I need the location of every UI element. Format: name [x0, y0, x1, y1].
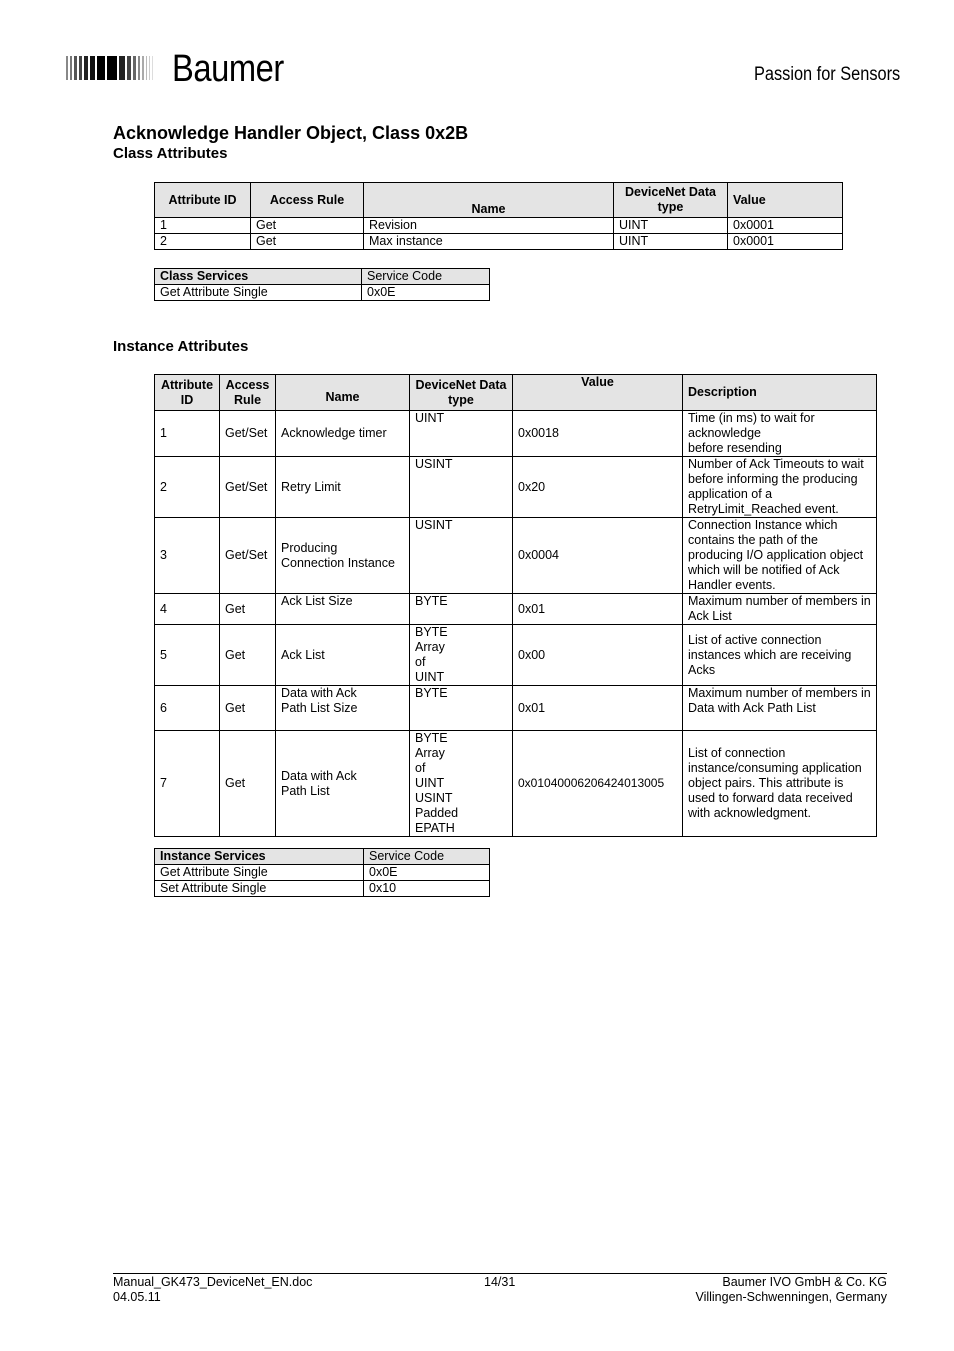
table-cell: 0x00 [513, 625, 683, 686]
column-header: Attribute ID [155, 183, 251, 218]
table-cell: Get Attribute Single [155, 285, 362, 301]
column-header: Name [276, 375, 410, 411]
header-line: DeviceNet Data type [624, 185, 716, 214]
class-services-table [154, 268, 490, 301]
footer-company: Baumer IVO GmbH & Co. KG [722, 1275, 887, 1289]
table-cell: Get [220, 731, 276, 837]
table-cell: 1 [155, 218, 251, 234]
table-cell: BYTE [410, 594, 513, 625]
table-cell: Number of Ack Timeouts to wait before informing the producing application of a RetryLimit_Reached event. [683, 457, 877, 518]
table-cell: 0x0001 [728, 234, 843, 250]
page-title: Acknowledge Handler Object, Class 0x2B [113, 123, 469, 143]
table-cell: Set Attribute Single [155, 881, 364, 897]
table-cell: BYTE Array of UINT USINT Padded EPATH [410, 731, 513, 837]
baumer-logo-icon [66, 53, 158, 83]
table-cell: Get [220, 625, 276, 686]
table-cell: Get [220, 686, 276, 731]
class-attributes-heading: Class Attributes [113, 145, 228, 162]
table-row [155, 518, 877, 594]
table-cell: 7 [155, 731, 220, 837]
table-cell: BYTE Array of UINT [410, 625, 513, 686]
table-cell: UINT [410, 411, 513, 457]
column-header: Name [364, 183, 614, 218]
table-cell: 4 [155, 594, 220, 625]
table-cell: UINT [614, 218, 728, 234]
table-cell: Data with Ack Path List Size [276, 686, 410, 731]
table-cell: Get/Set [220, 518, 276, 594]
brand-name: Baumer [172, 48, 284, 90]
table-cell: USINT [410, 518, 513, 594]
table-row [155, 594, 877, 625]
table-cell: Time (in ms) to wait for acknowledge before resending [683, 411, 877, 457]
table-cell: 1 [155, 411, 220, 457]
table-cell: List of connection instance/consuming application object pairs. This attribute is used to forward data received with acknowledgment. [683, 731, 877, 837]
table-cell: Get [251, 218, 364, 234]
table-cell: 2 [155, 234, 251, 250]
column-header: Instance Services [155, 849, 364, 865]
column-header: Access Rule [220, 375, 276, 411]
tagline: Passion for Sensors [754, 64, 901, 85]
table-cell: 5 [155, 625, 220, 686]
table-cell: Get/Set [220, 457, 276, 518]
table-cell: Get [251, 234, 364, 250]
table-cell: 0x0001 [728, 218, 843, 234]
footer-divider [113, 1273, 887, 1274]
table-cell: 2 [155, 457, 220, 518]
table-cell: Get [220, 594, 276, 625]
column-header: Service Code [364, 849, 490, 865]
column-header: Description [683, 375, 877, 411]
table-cell: 0x20 [513, 457, 683, 518]
table-cell: Revision [364, 218, 614, 234]
table-row [155, 881, 490, 897]
table-cell: Data with Ack Path List [276, 731, 410, 837]
column-header: Access Rule [251, 183, 364, 218]
table-row [155, 686, 877, 731]
footer-location: Villingen-Schwenningen, Germany [695, 1290, 887, 1304]
table-cell: 0x01040006206424013005 [513, 731, 683, 837]
footer-page-number: 14/31 [484, 1275, 516, 1289]
table-cell: Retry Limit [276, 457, 410, 518]
column-header [614, 183, 728, 218]
footer-doc-name: Manual_GK473_DeviceNet_EN.doc [113, 1275, 313, 1289]
column-header: Service Code [362, 269, 490, 285]
table-cell: 0x10 [364, 881, 490, 897]
table-cell: 3 [155, 518, 220, 594]
column-header: DeviceNet Data type [410, 375, 513, 411]
table-cell: 6 [155, 686, 220, 731]
table-cell: 0x0E [364, 865, 490, 881]
table-cell: Get Attribute Single [155, 865, 364, 881]
table-cell: Acknowledge timer [276, 411, 410, 457]
table-cell: Maximum number of members in Ack List [683, 594, 877, 625]
table-cell: Maximum number of members in Data with Ack Path List [683, 686, 877, 731]
class-attributes-table [154, 182, 843, 250]
table-row [155, 234, 843, 250]
table-cell: 0x01 [513, 594, 683, 625]
table-row [155, 457, 877, 518]
table-cell: USINT [410, 457, 513, 518]
table-cell: List of active connection instances which are receiving Acks [683, 625, 877, 686]
table-cell: 0x0004 [513, 518, 683, 594]
instance-services-table [154, 848, 490, 897]
table-row [155, 218, 843, 234]
table-cell: Ack List Size [276, 594, 410, 625]
table-cell: Get/Set [220, 411, 276, 457]
table-cell: Ack List [276, 625, 410, 686]
table-cell: Connection Instance which contains the path of the producing I/O application object which will be notified of Ack Handler events. [683, 518, 877, 594]
table-row [155, 865, 490, 881]
column-header: Value [728, 183, 843, 218]
table-cell: Max instance [364, 234, 614, 250]
table-row [155, 285, 490, 301]
table-cell: 0x0E [362, 285, 490, 301]
table-cell: 0x01 [513, 686, 683, 731]
column-header: Attribute ID [155, 375, 220, 411]
instance-attributes-heading: Instance Attributes [113, 338, 249, 355]
table-row [155, 625, 877, 686]
footer-date: 04.05.11 [113, 1290, 161, 1304]
column-header: Class Services [155, 269, 362, 285]
table-cell: Producing Connection Instance [276, 518, 410, 594]
table-cell: BYTE [410, 686, 513, 731]
table-row [155, 731, 877, 837]
table-cell: UINT [614, 234, 728, 250]
table-cell: 0x0018 [513, 411, 683, 457]
column-header: Value [513, 375, 683, 411]
table-row [155, 411, 877, 457]
instance-attributes-table [154, 374, 877, 837]
